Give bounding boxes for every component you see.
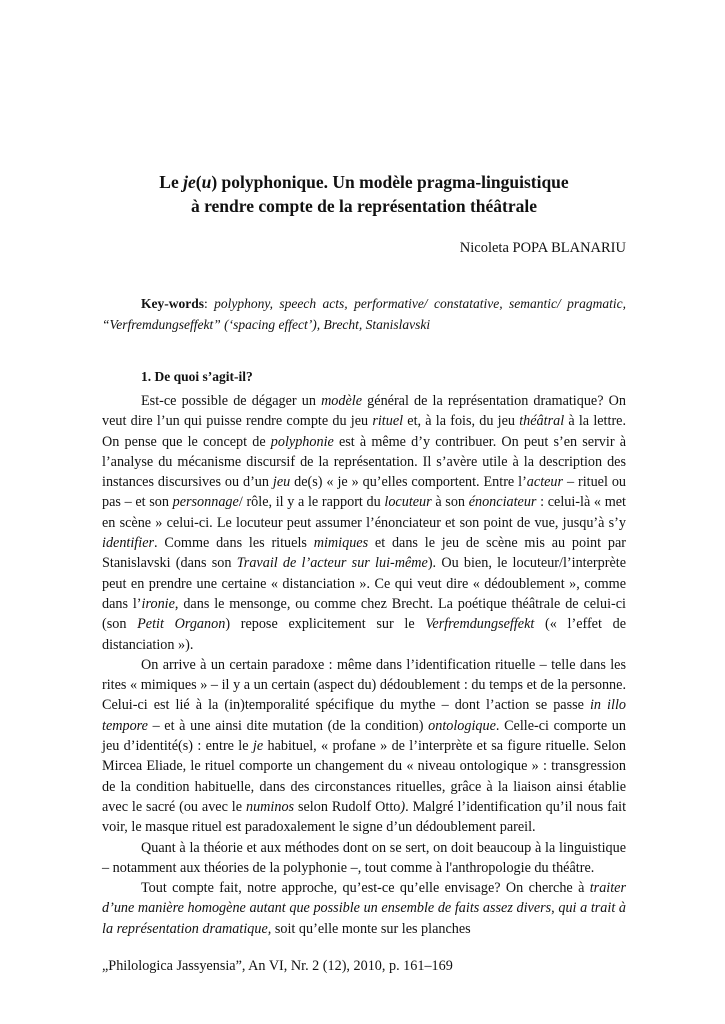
title-line-2: à rendre compte de la représentation théâtrale [190, 196, 538, 216]
paragraph-1: Est-ce possible de dégager un modèle général de la représentation dramatique? On veut dire l’un qui puisse rendre compte du jeu rituel et, à la fois, du jeu théâtral à la lettre. On pense que le concept de polyphonie est à même d’y contribuer. On peut s’en servir à l’analyse du mécanisme discursif de la représentation. Il s’avère utile à la description des instances discursives ou d’un jeu de(s) « je » qu’elles comportent. Entre l’acteur – rituel ou pas – et son personnage/ rôle, il y a le rapport du locuteur à son énonciateur : celui-là « met en scène » celui-ci. Le locuteur peut assumer l’énonciateur et son point de vue, jusqu’à s’y identifier. Comme dans les rituels mimiques et dans le jeu de scène mis au point par Stanislavski (dans son Travail de l’acteur sur lui-même). Ou bien, le locuteur/l’interprète peut en prendre une certaine « distanciation ». Ce qui veut dire « dédoublement », comme dans l’ironie, dans le mensonge, ou comme chez Brecht. La poétique théâtrale de celui-ci (son Petit Organon) repose explicitement sur le Verfremdungseffekt (« l’effet de distanciation »). [102, 393, 627, 653]
article-title [102, 170, 626, 218]
article-page [102, 170, 626, 939]
author-name: Nicoleta POPA BLANARIU [459, 240, 626, 256]
section-heading: 1. De quoi s’agit-il? [141, 369, 253, 384]
title-line-1: Le je(u) polyphonique. Un modèle pragma-linguistique [159, 172, 569, 192]
paragraph-2: On arrive à un certain paradoxe : même dans l’identification rituelle – telle dans les rites « mimiques » – il y a un certain (aspect du) dédoublement : du temps et de la personne. Celui-ci est lié à la (in)temporalité spécifique du mythe – dont l’action se passe in illo tempore – et à une ainsi dite mutation (de la condition) ontologique. Celle-ci comporte un jeu d’identité(s) : entre le je habituel, « profane » de l’interprète et sa figure rituelle. Selon Mircea Eliade, le rituel comporte un changement du « niveau ontologique » : transgression de la condition habituelle, dans des circonstances rituelles, grâce à la liaison ainsi établie avec le sacré (ou avec le numinos selon Rudolf Otto). Malgré l’identification qu’il nous fait voir, le masque rituel est paradoxalement le signe d’un dédoublement pareil. [102, 656, 627, 836]
paragraph-4: Tout compte fait, notre approche, qu’est-ce qu’elle envisage? On cherche à traiter d’une manière homogène autant que possible un ensemble de faits assez divers, qui a trait à la représentation dramatique, soit qu’elle monte sur les planches [102, 880, 627, 937]
keywords-list: polyphony, speech acts, performative/ constatative, semantic/ pragmatic, “Verfremdungseffekt” (‘spacing effect’), Brecht, Stanislavski [102, 296, 626, 332]
keywords: Key-words: polyphony, speech acts, performative/ constatative, semantic/ pragmatic, “Verfremdungseffekt” (‘spacing effect’), Brecht, Stanislavski [102, 296, 626, 332]
keywords-label: Key-words [141, 296, 204, 311]
journal-citation-footer: „Philologica Jassyensia”, An VI, Nr. 2 (12), 2010, p. 161–169 [102, 958, 453, 974]
paragraph-3: Quant à la théorie et aux méthodes dont on se sert, on doit beaucoup à la linguistique – notamment aux théories de la polyphonie –, tout comme à l'anthropologie du théâtre. [102, 839, 626, 876]
body-text [102, 391, 626, 939]
